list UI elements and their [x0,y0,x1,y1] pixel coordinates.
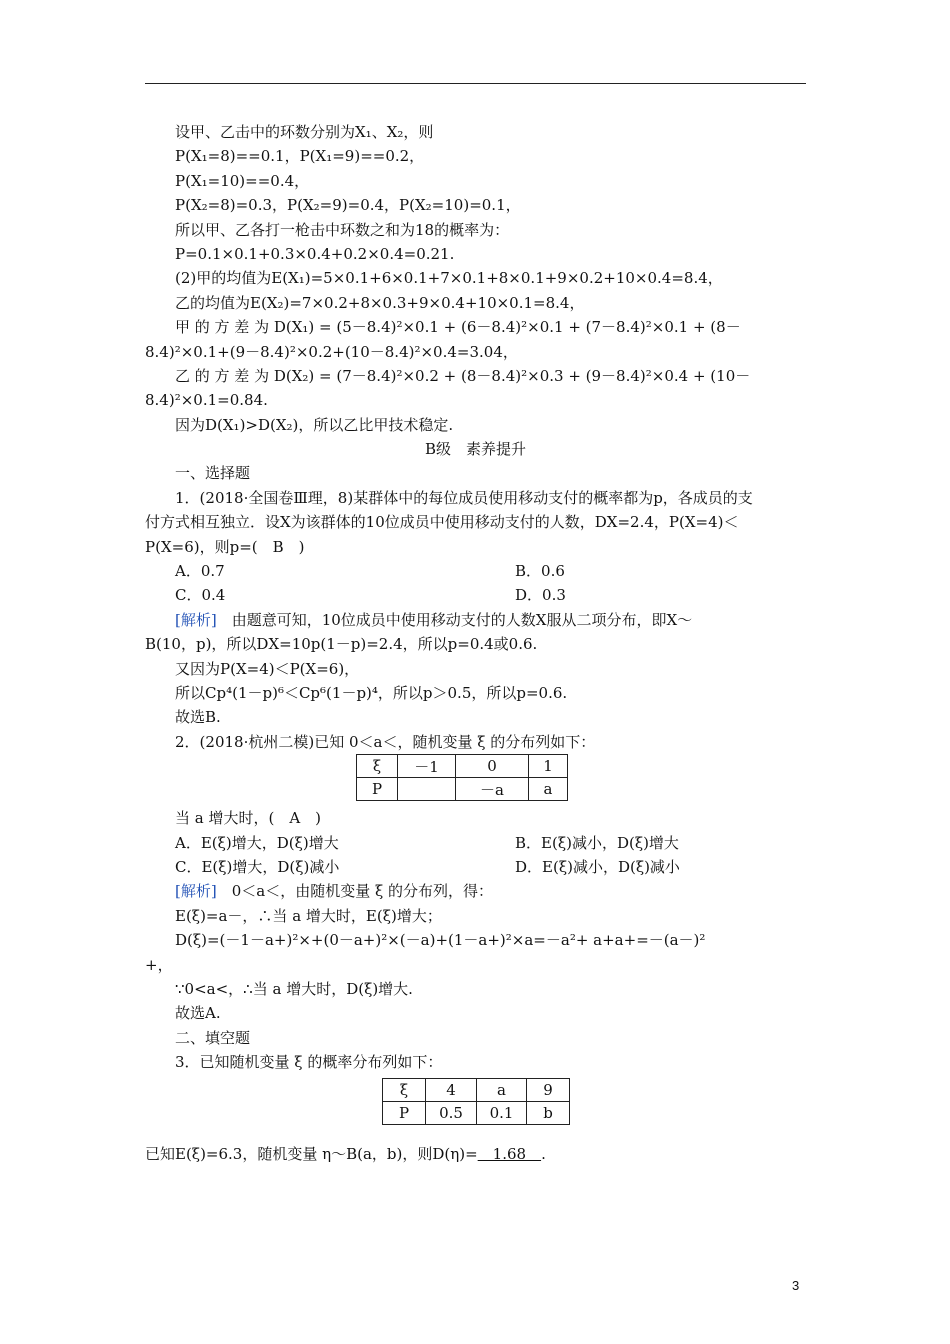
page-number: 3 [792,1278,800,1293]
table-cell: ξ [383,1079,426,1102]
options-row [145,831,806,855]
text-line: P=0.1×0.1+0.3×0.4+0.2×0.4=0.21. [175,244,455,263]
table-cell: －a [456,778,529,801]
text-line: 甲 的 方 差 为 D(X₁) = (5－8.4)²×0.1 + (6－8.4)²×0.1 + (7－8.4)²×0.1 + (8－ [175,318,741,337]
table-cell: 0 [456,755,529,778]
table-cell: P [357,778,398,801]
solution-line: ∵0<a<，∴当 a 增大时，D(ξ)增大. [175,979,413,998]
solution-text: 由题意可知，10位成员中使用移动支付的人数X服从二项分布，即X～ [216,610,693,629]
section-heading: 一、选择题 [175,464,251,483]
table-cell: a [529,778,568,801]
text-line: P(X₁=10)==0.4， [175,171,310,190]
table-row [357,755,568,778]
text-line: 乙的均值为E(X₂)=7×0.2+8×0.3+9×0.4+10×0.1=8.4， [175,293,585,312]
text-line: 所以甲、乙各打一枪击中环数之和为18的概率为： [175,220,510,239]
section-title: B级 素养提升 [424,440,527,459]
question-2-stem: 当 a 增大时，( A ) [175,809,322,828]
solution-line: 故选B. [175,708,221,727]
table-row [357,778,568,801]
question-1-line: 1．(2018·全国卷Ⅲ理，8)某群体中的每位成员使用移动支付的概率都为p，各成员的支 [175,488,753,507]
answer-blank: 1.68 [477,1145,542,1164]
question-3: 3．已知随机变量 ξ 的概率分布列如下： [175,1053,443,1072]
table-cell: P [383,1102,426,1125]
option-d: D．0.3 [515,586,566,605]
question-1-line: P(X=6)，则p=( B ) [145,537,305,556]
header-rule [145,83,806,84]
section-heading: 二、填空题 [175,1028,251,1047]
text-line: (2)甲的均值为E(X₁)=5×0.1+6×0.1+7×0.1+8×0.1+9×0.2+10×0.4=8.4， [175,269,723,288]
text-line: P(X₂=8)=0.3，P(X₂=9)=0.4，P(X₂=10)=0.1， [175,196,521,215]
table-cell: 4 [426,1079,477,1102]
option-a: A．0.7 [175,562,225,581]
table-row [383,1079,570,1102]
question-1-line: 付方式相互独立．设X为该群体的10位成员中使用移动支付的人数，DX=2.4，P(X=4)＜ [145,513,739,532]
distribution-table-2 [382,1078,570,1125]
solution-line [145,879,806,903]
period: . [541,1145,546,1164]
solution-line: +， [145,955,173,974]
solution-line: 所以Cp⁴(1－p)⁶＜Cp⁶(1－p)⁴，所以p＞0.5，所以p=0.6. [175,683,568,702]
text-line: 因为D(X₁)>D(X₂)，所以乙比甲技术稳定. [175,415,454,434]
option-a: A．E(ξ)增大，D(ξ)增大 [175,833,339,852]
option-b: B．E(ξ)减小，D(ξ)增大 [515,833,679,852]
table-cell: ξ [357,755,398,778]
table-cell: －1 [398,755,456,778]
table-cell: 0.1 [477,1102,527,1125]
solution-tag: [解析] [175,882,217,901]
solution-line: 故选A. [175,1004,221,1023]
option-d: D．E(ξ)减小，D(ξ)减小 [515,857,680,876]
solution-line: 又因为P(X=4)＜P(X=6)， [175,659,360,678]
options-row [145,583,806,607]
solution-line: D(ξ)=(－1－a+)²×+(0－a+)²×(－a)+(1－a+)²×a=－a²+ a+a+=－(a－)² [175,931,706,950]
options-row [145,855,806,879]
table-cell [398,778,456,801]
text-line: 乙 的 方 差 为 D(X₂) = (7－8.4)²×0.2 + (8－8.4)²×0.3 + (9－8.4)²×0.4 + (10－ [175,366,751,385]
text-line: 8.4)²×0.1=0.84. [145,391,268,410]
options-row [145,559,806,583]
question-3-text: 已知E(ξ)=6.3，随机变量 η～B(a，b)，则D(η)= [145,1145,478,1164]
text-line: 8.4)²×0.1+(9－8.4)²×0.2+(10－8.4)²×0.4=3.04， [145,342,518,361]
option-b: B．0.6 [515,562,565,581]
solution-line [145,608,806,632]
table-cell: b [527,1102,570,1125]
table-row [383,1102,570,1125]
table-cell: 9 [527,1079,570,1102]
distribution-table-1-wrap [145,754,806,806]
page-content [145,120,806,1167]
table-cell: a [477,1079,527,1102]
table-cell: 0.5 [426,1102,477,1125]
solution-text: 0＜a＜，由随机变量 ξ 的分布列，得： [216,882,494,901]
question-2: 2．(2018·杭州二模)已知 0＜a＜，随机变量 ξ 的分布列如下： [175,732,596,751]
distribution-table-2-wrap [145,1074,806,1136]
distribution-table-1 [356,754,568,801]
text-line: P(X₁=8)==0.1，P(X₁=9)==0.2， [175,147,425,166]
solution-tag: [解析] [175,610,217,629]
text-line: 设甲、乙击中的环数分别为X₁、X₂，则 [175,123,434,141]
solution-line: E(ξ)=a－，∴当 a 增大时，E(ξ)增大； [175,906,442,925]
option-c: C．E(ξ)增大，D(ξ)减小 [175,857,340,876]
option-c: C．0.4 [175,586,226,605]
question-3-stem [145,1142,806,1166]
solution-line: B(10，p)，所以DX=10p(1－p)=2.4，所以p=0.4或0.6. [145,635,538,654]
table-cell: 1 [529,755,568,778]
